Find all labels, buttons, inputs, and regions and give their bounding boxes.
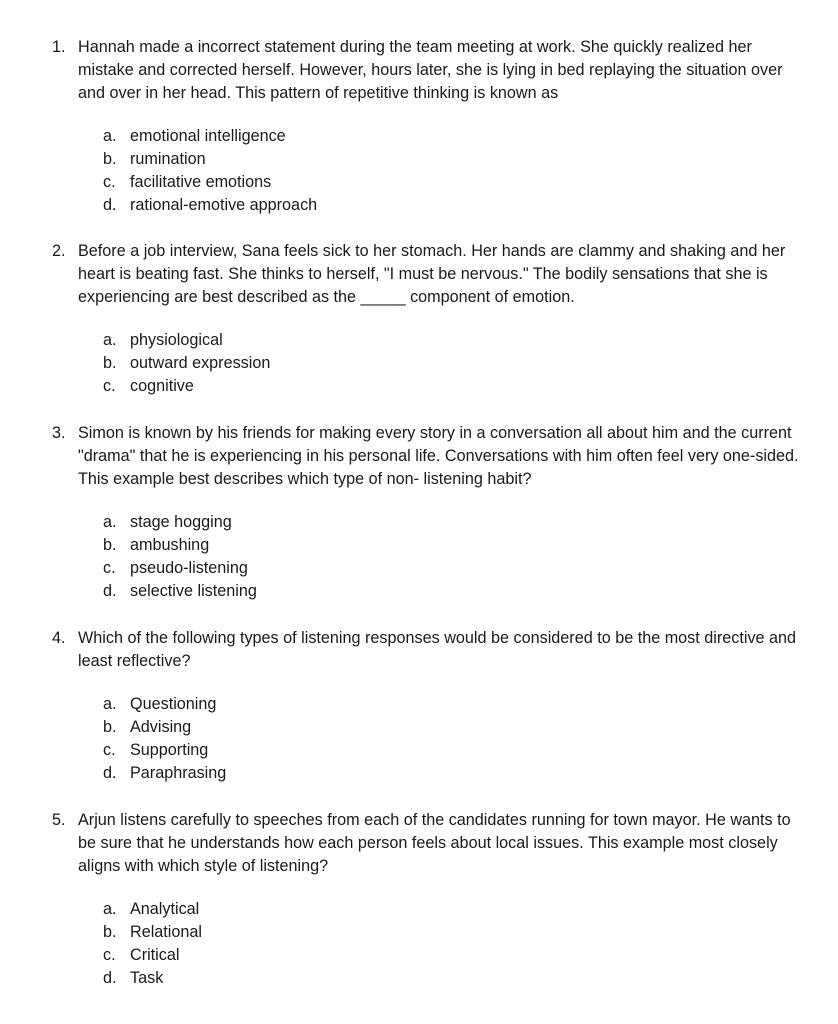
option-letter: c. (103, 559, 116, 577)
answer-options (0, 125, 838, 217)
option-letter: d. (103, 582, 117, 600)
question-4 (0, 627, 838, 785)
option-d (0, 967, 838, 990)
option-text: Supporting (130, 741, 209, 759)
option-letter: b. (103, 354, 117, 372)
option-letter: d. (103, 196, 117, 214)
question-2 (0, 240, 838, 398)
question-stem (0, 240, 838, 309)
option-text: pseudo-listening (130, 559, 248, 577)
option-letter: c. (103, 377, 116, 395)
option-a (0, 511, 838, 534)
option-text: stage hogging (130, 513, 232, 531)
option-letter: d. (103, 764, 117, 782)
question-number: 4. (52, 629, 66, 647)
question-text: Simon is known by his friends for making every story in a conversation all about him and the current "drama" that he is experiencing in his personal life. Conversations with him often feel very one-sided. This example best describes which type of non- listening habit? (78, 424, 799, 488)
option-c (0, 375, 838, 398)
option-a (0, 693, 838, 716)
option-c (0, 171, 838, 194)
option-text: Paraphrasing (130, 764, 227, 782)
option-letter: c. (103, 946, 116, 964)
option-letter: a. (103, 900, 117, 918)
option-text: Analytical (130, 900, 200, 918)
question-number: 1. (52, 38, 66, 56)
question-text: Before a job interview, Sana feels sick to her stomach. Her hands are clammy and shaking and her heart is beating fast. She thinks to herself, "I must be nervous." The bodily sensations that she is experiencing are best described as the _____ component of emotion. (78, 242, 786, 306)
answer-options (0, 898, 838, 990)
question-3 (0, 422, 838, 603)
option-c (0, 944, 838, 967)
option-text: Critical (130, 946, 180, 964)
option-text: Task (130, 969, 164, 987)
option-letter: b. (103, 536, 117, 554)
option-b (0, 148, 838, 171)
question-stem (0, 809, 838, 878)
option-d (0, 762, 838, 785)
question-stem (0, 422, 838, 491)
option-b (0, 534, 838, 557)
option-letter: a. (103, 331, 117, 349)
option-text: ambushing (130, 536, 210, 554)
answer-options (0, 329, 838, 398)
answer-options (0, 693, 838, 785)
question-text: Hannah made a incorrect statement during the team meeting at work. She quickly realized her mistake and corrected herself. However, hours later, she is lying in bed replaying the situation over and over in her head. This pattern of repetitive thinking is known as (78, 38, 783, 102)
option-a (0, 898, 838, 921)
option-letter: a. (103, 513, 117, 531)
option-letter: a. (103, 695, 117, 713)
option-text: rumination (130, 150, 206, 168)
option-letter: b. (103, 718, 117, 736)
option-text: facilitative emotions (130, 173, 272, 191)
option-b (0, 716, 838, 739)
option-letter: a. (103, 127, 117, 145)
option-b (0, 921, 838, 944)
option-letter: b. (103, 150, 117, 168)
question-stem (0, 627, 838, 673)
option-a (0, 125, 838, 148)
option-letter: c. (103, 173, 116, 191)
option-text: Advising (130, 718, 192, 736)
option-text: outward expression (130, 354, 271, 372)
option-b (0, 352, 838, 375)
question-text: Which of the following types of listening responses would be considered to be the most directive and least reflective? (78, 629, 797, 670)
option-text: physiological (130, 331, 223, 349)
question-text: Arjun listens carefully to speeches from each of the candidates running for town mayor. He wants to be sure that he understands how each person feels about local issues. This example most closely aligns with which style of listening? (78, 811, 791, 875)
question-1 (0, 36, 838, 217)
option-text: rational-emotive approach (130, 196, 318, 214)
option-letter: d. (103, 969, 117, 987)
question-number: 3. (52, 424, 66, 442)
option-d (0, 580, 838, 603)
option-c (0, 557, 838, 580)
question-number: 2. (52, 242, 66, 260)
question-number: 5. (52, 811, 66, 829)
question-5 (0, 809, 838, 990)
option-text: emotional intelligence (130, 127, 286, 145)
option-d (0, 194, 838, 217)
option-text: Questioning (130, 695, 217, 713)
option-c (0, 739, 838, 762)
option-text: cognitive (130, 377, 194, 395)
answer-options (0, 511, 838, 603)
option-letter: b. (103, 923, 117, 941)
option-text: Relational (130, 923, 202, 941)
option-a (0, 329, 838, 352)
question-stem (0, 36, 838, 105)
option-text: selective listening (130, 582, 257, 600)
option-letter: c. (103, 741, 116, 759)
